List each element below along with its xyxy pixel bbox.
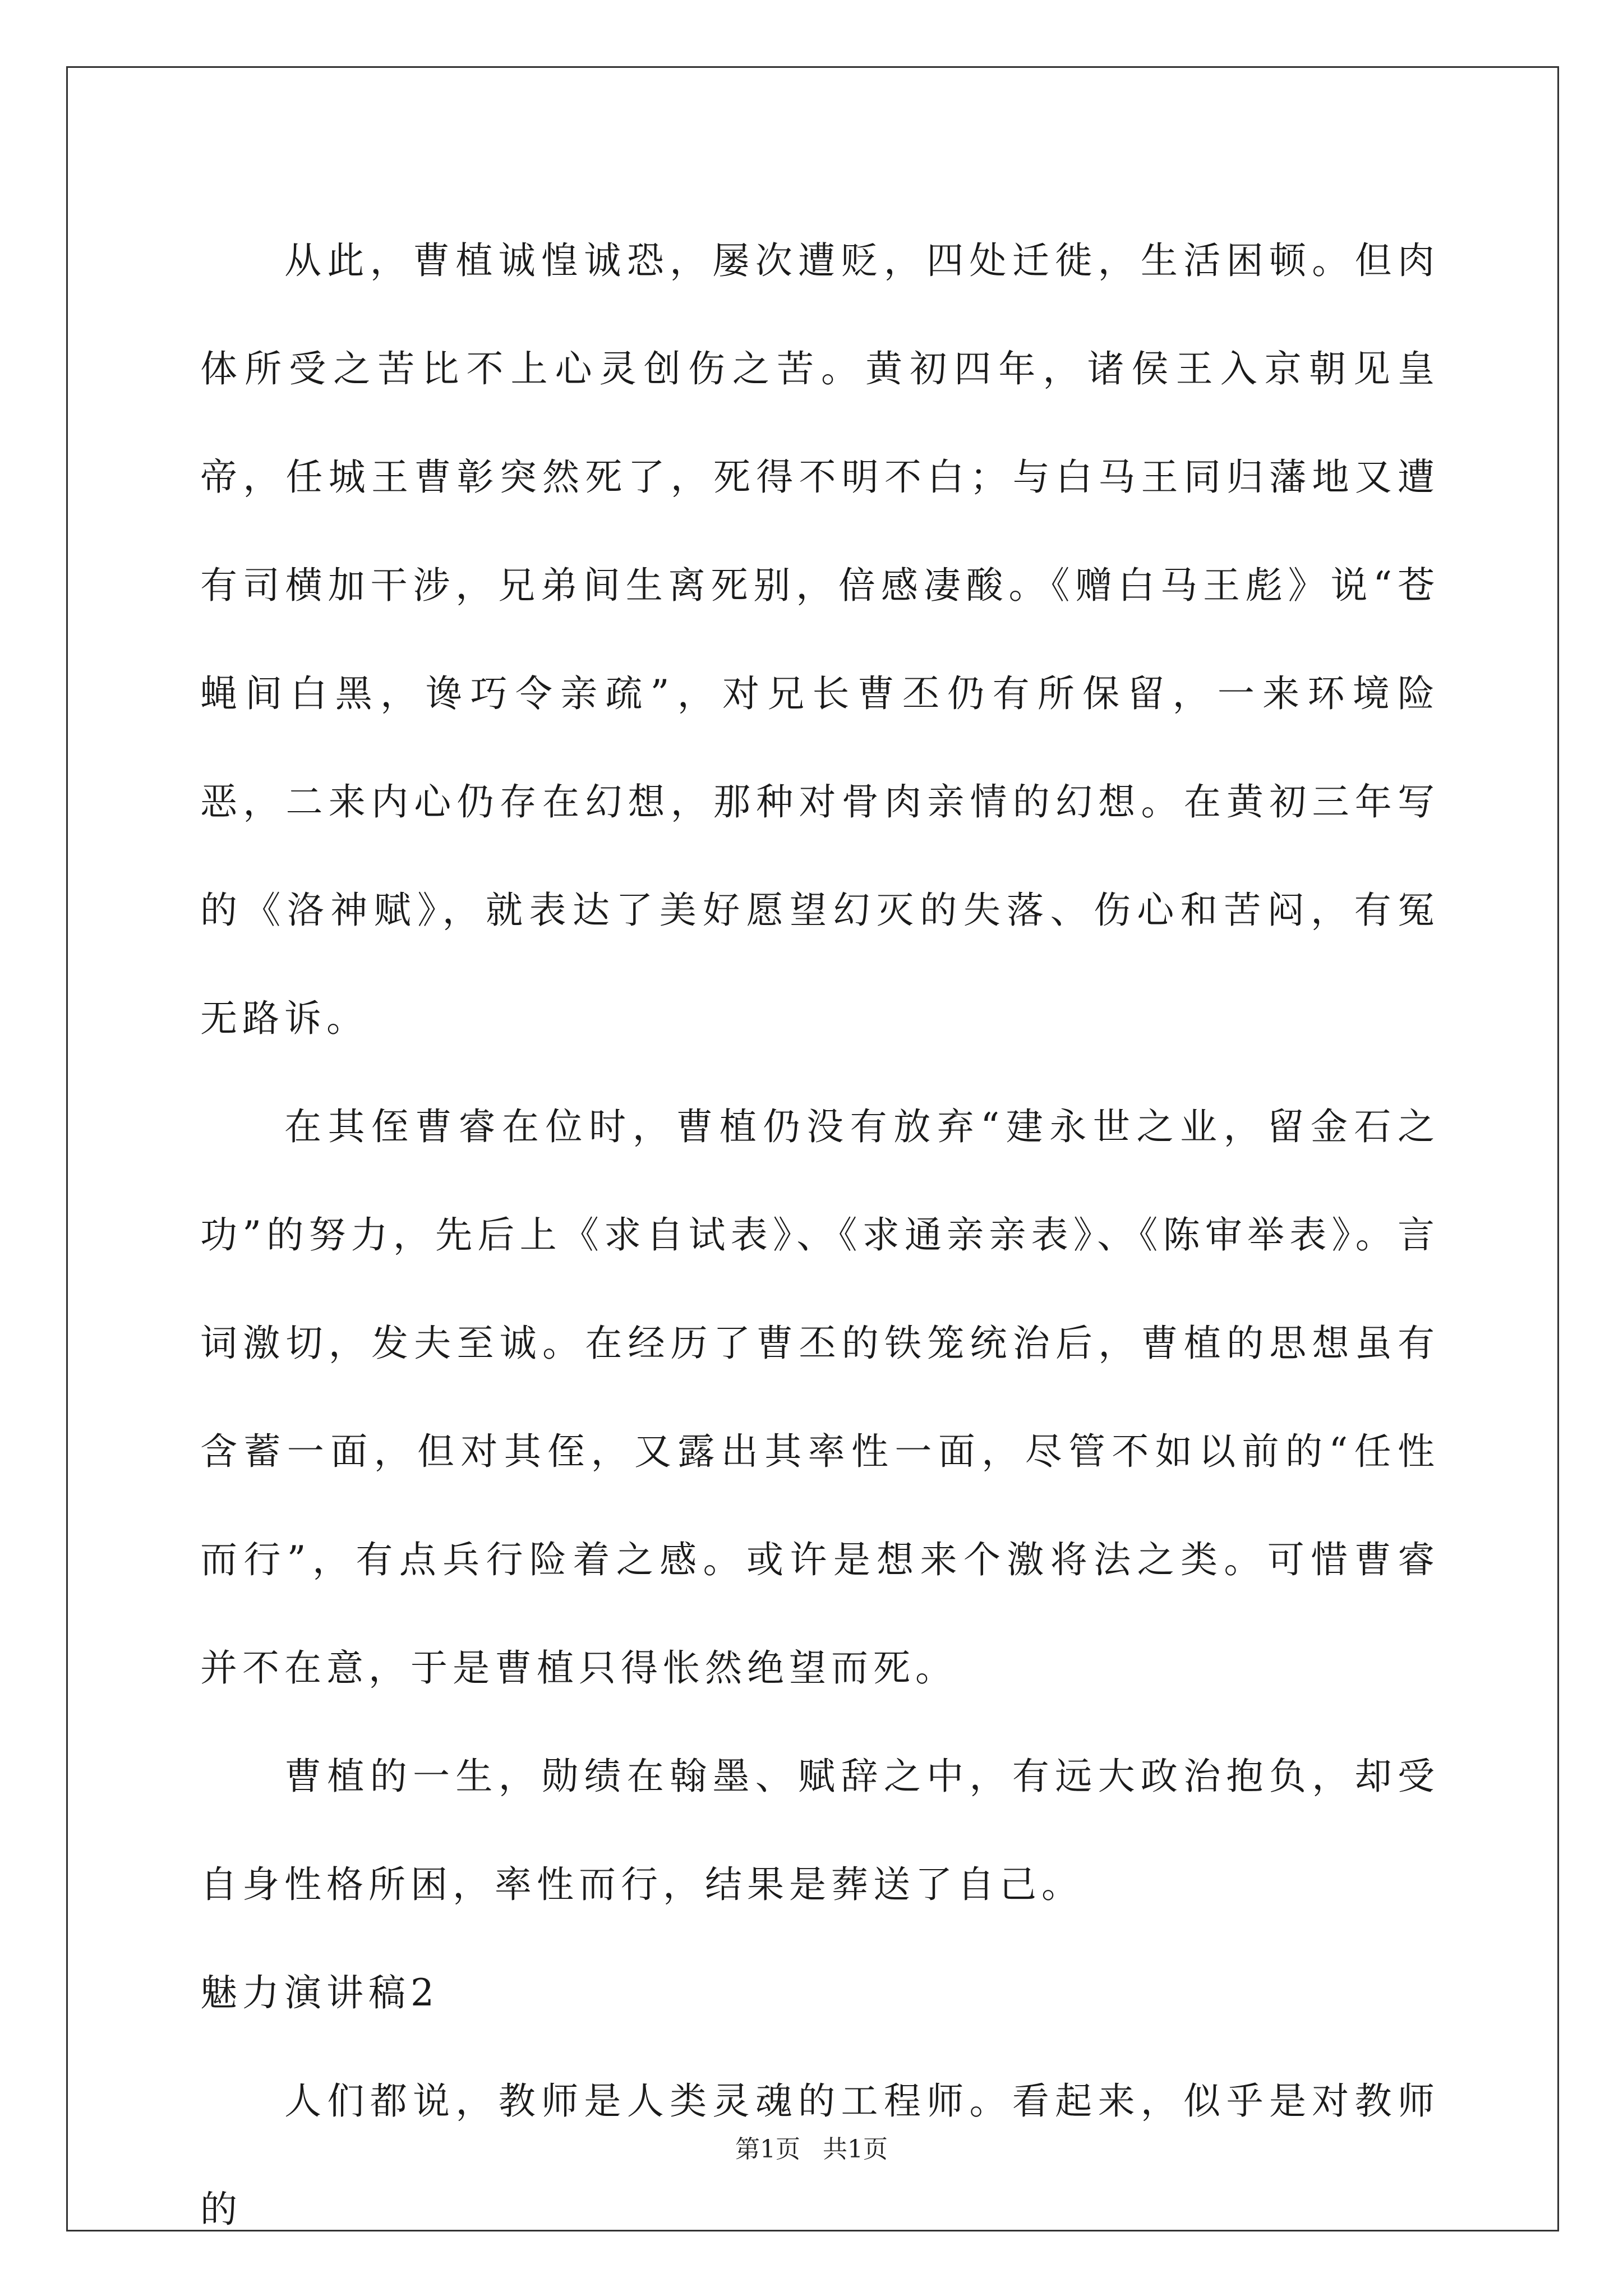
paragraph: 人们都说，教师是人类灵魂的工程师。看起来，似乎是对教师的 xyxy=(200,2079,1440,2231)
page-total: 共1页 xyxy=(823,2135,888,2164)
page-number: 第1页 xyxy=(735,2135,800,2164)
document-body xyxy=(200,206,1440,2263)
section-heading: 魅力演讲稿2 xyxy=(200,1971,439,2014)
paragraph: 曹植的一生，勋绩在翰墨、赋辞之中，有远大政治抱负，却受自身性格所困，率性而行，结果是葬送了自己。 xyxy=(200,1755,1440,1906)
page-footer xyxy=(0,2129,1623,2165)
paragraph: 在其侄曹睿在位时，曹植仍没有放弃“建永世之业，留金石之功”的努力，先后上《求自试表》、《求通亲亲表》、《陈审举表》。言词激切，发夫至诚。在经历了曹丕的铁笼统治后，曹植的思想虽有含蓄一面，但对其侄，又露出其率性一面，尽管不如以前的“任性而行”，有点兵行险着之感。或许是想来个激将法之类。可惜曹睿并不在意，于是曹植只得怅然绝望而死。 xyxy=(200,1105,1440,1690)
paragraph: 从此，曹植诚惶诚恐，屡次遭贬，四处迁徙，生活困顿。但肉体所受之苦比不上心灵创伤之苦。黄初四年，诸侯王入京朝见皇帝，任城王曹彰突然死了，死得不明不白；与白马王同归藩地又遭有司横加干涉，兄弟间生离死别，倍感凄酸。《赠白马王彪》说“苍蝇间白黑，谗巧令亲疏”，对兄长曹丕仍有所保留，一来环境险恶，二来内心仍存在幻想，那种对骨肉亲情的幻想。在黄初三年写的《洛神赋》，就表达了美好愿望幻灭的失落、伤心和苦闷，有冤无路诉。 xyxy=(200,239,1440,1040)
